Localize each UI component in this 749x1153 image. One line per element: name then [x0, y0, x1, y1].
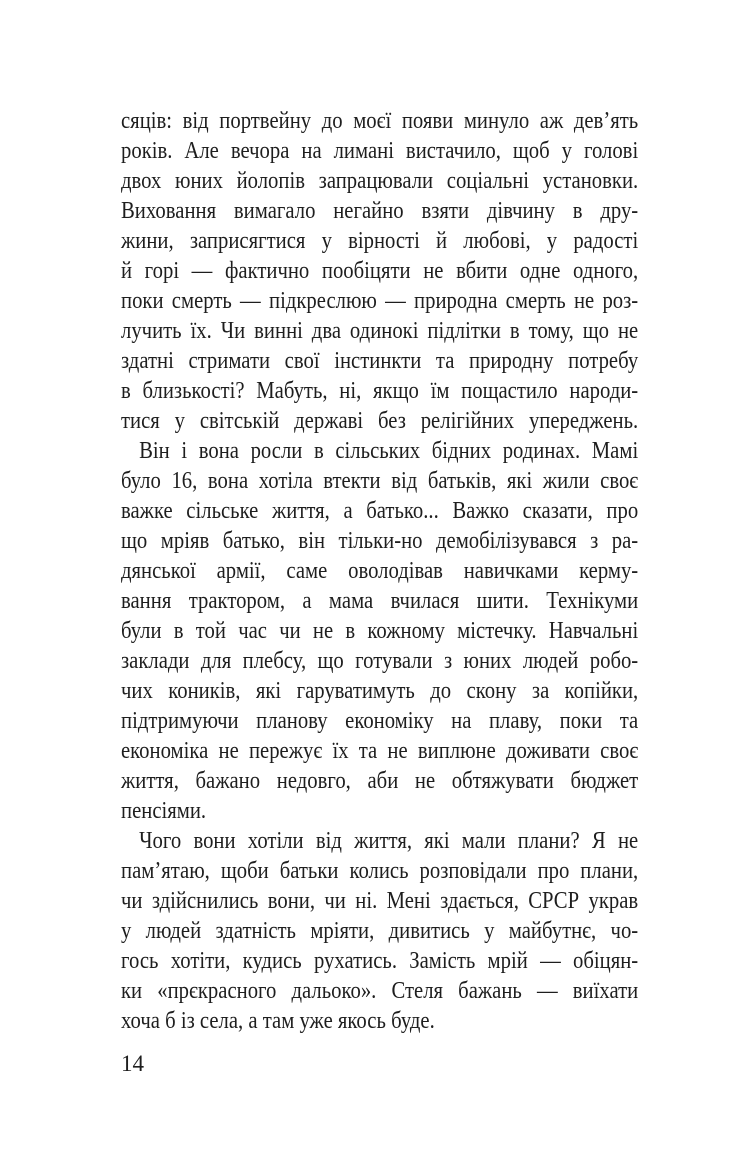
text-line: що мріяв батько, він тільки-но демобілізувався з ра-: [121, 528, 639, 554]
text-line: лучить їх. Чи винні два одинокі підлітки в тому, що не: [121, 318, 639, 344]
text-line: Він і вона росли в сільських бідних родинах. Мамі: [139, 438, 639, 464]
text-line: важке сільське життя, а батько... Важко сказати, про: [121, 498, 639, 524]
text-line: чих коників, які гаруватимуть до скону за копійки,: [121, 678, 639, 704]
text-line: поки смерть — підкреслюю — природна смерть не роз-: [121, 288, 639, 314]
text-line: хоча б із села, а там уже якось буде.: [121, 1008, 435, 1034]
text-line: жини, заприсягтися у вірності й любові, у радості: [121, 228, 639, 254]
page-number: 14: [121, 1051, 144, 1076]
text-line: й горі — фактично пообіцяти не вбити одне одного,: [121, 258, 639, 284]
page-text: [121, 106, 638, 1036]
text-line: в близькості? Мабуть, ні, якщо їм пощастило народи-: [121, 378, 639, 404]
text-line: заклади для плебсу, що готували з юних людей робо-: [121, 648, 639, 674]
paragraph: [121, 106, 638, 436]
text-line: було 16, вона хотіла втекти від батьків, які жили своє: [121, 468, 639, 494]
text-line: дянської армії, саме оволодівав навичками керму-: [121, 558, 639, 584]
paragraph: [121, 826, 638, 1036]
text-line: гось хотіти, кудись рухатись. Замість мрій — обіцян-: [121, 948, 639, 974]
text-line: економіка не пережує їх та не виплюне доживати своє: [121, 738, 639, 764]
text-line: Виховання вимагало негайно взяти дівчину в дру-: [121, 198, 639, 224]
paragraph: [121, 436, 638, 826]
text-line: ки «прєкрасного дальоко». Стеля бажань — виїхати: [121, 978, 639, 1004]
text-line: вання трактором, а мама вчилася шити. Технікуми: [121, 588, 639, 614]
text-line: життя, бажано недовго, аби не обтяжувати бюджет: [121, 768, 639, 794]
text-line: років. Але вечора на лимані вистачило, щоб у голові: [121, 138, 639, 164]
text-line: сяців: від портвейну до моєї появи минуло аж дев’ять: [121, 108, 639, 134]
text-line: підтримуючи планову економіку на плаву, поки та: [121, 708, 639, 734]
text-line: Чого вони хотіли від життя, які мали плани? Я не: [139, 828, 639, 854]
text-line: двох юних йолопів запрацювали соціальні установки.: [121, 168, 639, 194]
text-line: здатні стримати свої інстинкти та природну потребу: [121, 348, 639, 374]
text-line: у людей здатність мріяти, дивитись у майбутнє, чо-: [121, 918, 639, 944]
text-line: тися у світській державі без релігійних упереджень.: [121, 408, 639, 434]
text-line: чи здійснились вони, чи ні. Мені здається, СРСР украв: [121, 888, 639, 914]
text-line: пам’ятаю, щоби батьки колись розповідали про плани,: [121, 858, 639, 884]
text-line: пенсіями.: [121, 798, 207, 824]
text-line: були в той час чи не в кожному містечку. Навчальні: [121, 618, 639, 644]
